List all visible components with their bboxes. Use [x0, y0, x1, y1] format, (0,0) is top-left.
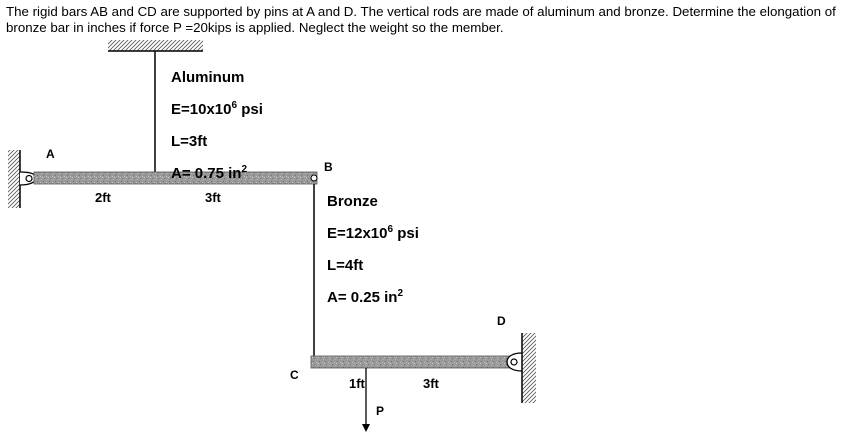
pin-b: [311, 175, 317, 181]
aluminum-length: L=3ft: [171, 133, 208, 150]
bronze-modulus: $E=12x10^6$ psi: [327, 224, 419, 242]
label-b: B: [324, 160, 333, 174]
label-p: P: [376, 404, 385, 418]
dimension-cd-right: 3ft: [423, 376, 439, 391]
bronze-label: Bronze: [327, 193, 378, 210]
aluminum-label: Aluminum: [171, 69, 245, 86]
wall-support-a: [8, 150, 20, 208]
bronze-length: L=4ft: [327, 257, 364, 274]
aluminum-area: A= 0.75 $in^2$: [171, 164, 248, 182]
dimension-cd-left: 1ft: [349, 376, 365, 391]
rigid-bar-cd: [311, 356, 515, 368]
label-d: D: [497, 314, 506, 328]
bronze-area: A= 0.25 $in^2$: [327, 288, 404, 306]
label-a: A: [46, 147, 55, 161]
ceiling-support: [108, 40, 203, 51]
aluminum-modulus: $E=10x10^6$ psi: [171, 100, 263, 118]
wall-support-d: [522, 333, 536, 403]
dimension-ab-left: 2ft: [95, 190, 111, 205]
label-c: C: [290, 368, 299, 382]
dimension-ab-right: 3ft: [205, 190, 221, 205]
problem-statement: The rigid bars AB and CD are supported by pins at A and D. The vertical rods are made of aluminum and bronze. Determine the elongation of bronze bar in inches if force P =20kips is applied. Neglect the weight so the member.: [6, 4, 836, 35]
